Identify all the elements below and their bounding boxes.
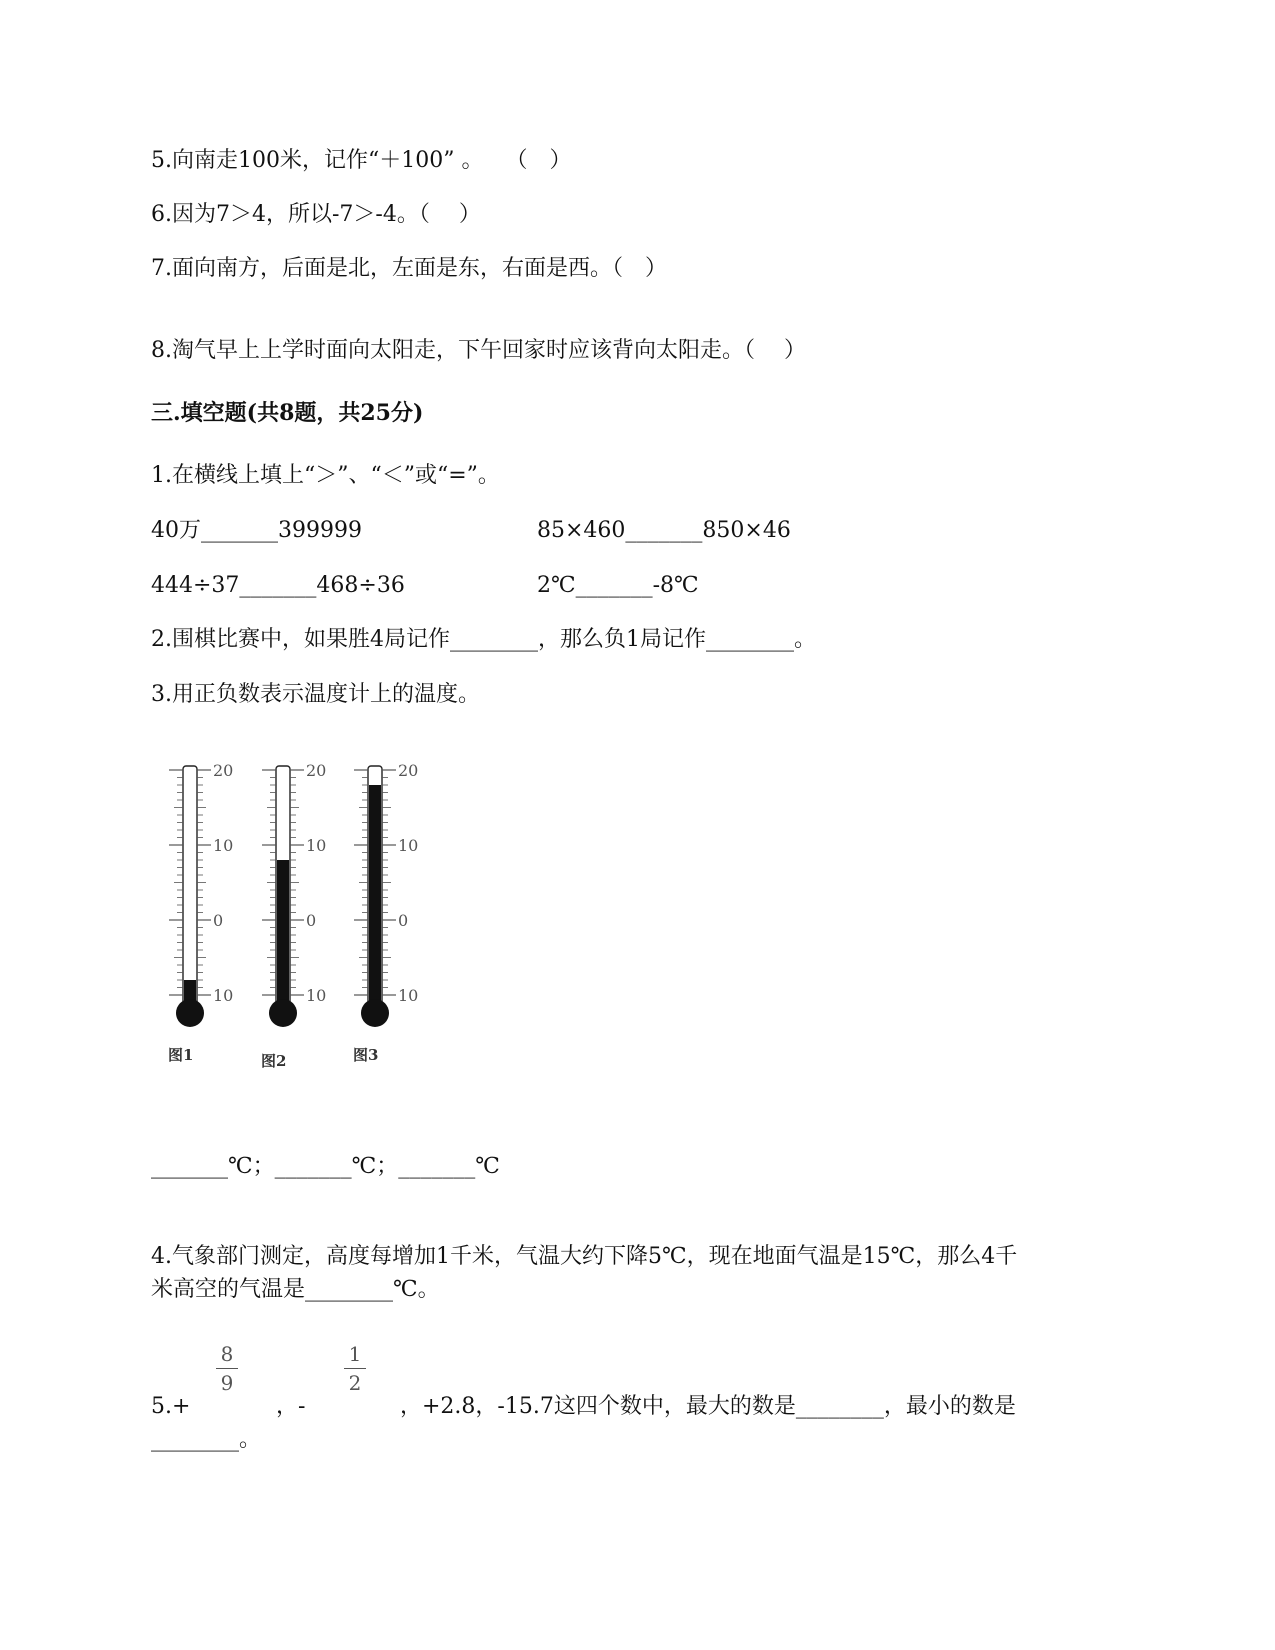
- fill-q1-row1-right: 85×460_______850×46: [537, 518, 791, 543]
- judge-q5: 5.向南走100米，记作“＋100” 。 （ ）: [151, 148, 572, 173]
- fraction-one-half: [340, 1342, 370, 1395]
- fill-q4-line1: 4.气象部门测定，高度每增加1千米，气温大约下降5℃，现在地面气温是15℃，那么4千: [151, 1244, 1018, 1269]
- fill-q2: 2.围棋比赛中，如果胜4局记作________，那么负1局记作________。: [151, 627, 816, 652]
- thermometer-3-bulb: [361, 999, 389, 1027]
- thermometer-2-tick-label: 10: [306, 986, 327, 1005]
- thermometer-1-tick-label: 10: [213, 836, 234, 855]
- fill-q1-row1-left: 40万_______399999: [151, 518, 362, 543]
- thermometer-1-tube: [183, 766, 197, 1005]
- thermometer-3-tick-label: 10: [398, 986, 419, 1005]
- frac2-numerator: 1: [348, 1342, 362, 1366]
- fill-q1-row2-right: 2℃_______-8℃: [537, 573, 699, 598]
- thermometer-1-tick-label: 0: [213, 911, 224, 930]
- frac2-denominator: 2: [348, 1371, 362, 1395]
- thermometer-2-tick-label: 20: [306, 761, 327, 780]
- fill-q3-answer: _______℃；_______℃；_______℃: [151, 1154, 500, 1179]
- thermometer-2-tick-label: 0: [306, 911, 317, 930]
- fill-q5-rest: ，+2.8，-15.7这四个数中，最大的数是________，最小的数是: [400, 1394, 1016, 1419]
- thermometer-3-mercury: [369, 785, 381, 1005]
- judge-q7: 7.面向南方，后面是北，左面是东，右面是西。（ ）: [151, 256, 667, 281]
- fill-q1-prompt: 1.在横线上填上“＞”、“＜”或“=”。: [151, 463, 500, 488]
- judge-q8: 8.淘气早上上学时面向太阳走，下午回家时应该背向太阳走。（ ）: [151, 338, 806, 363]
- thermometer-3-tick-label: 10: [398, 836, 419, 855]
- frac2-bar: [344, 1368, 366, 1369]
- fill-q5-line2: ________。: [151, 1427, 262, 1452]
- fill-q5-sep: ，-: [276, 1394, 306, 1419]
- section-heading: 三.填空题(共8题，共25分): [151, 400, 424, 426]
- thermometer-2-mercury: [277, 860, 289, 1005]
- fill-q1-row2-left: 444÷37_______468÷36: [151, 573, 405, 598]
- thermometer-2-caption: 图2: [261, 1052, 287, 1070]
- frac1-bar: [216, 1368, 238, 1369]
- thermometer-2-tick-label: 10: [306, 836, 327, 855]
- judge-q6: 6.因为7＞4，所以-7＞-4。（ ）: [151, 202, 481, 227]
- frac1-numerator: 8: [220, 1342, 234, 1366]
- thermometer-1-bulb: [176, 999, 204, 1027]
- thermometer-3-caption: 图3: [353, 1046, 379, 1064]
- thermometer-2-bulb: [269, 999, 297, 1027]
- fill-q3-prompt: 3.用正负数表示温度计上的温度。: [151, 682, 480, 707]
- thermometer-1-tick-label: 20: [213, 761, 234, 780]
- frac1-denominator: 9: [220, 1371, 234, 1395]
- fraction-eight-ninths: [212, 1342, 242, 1395]
- fill-q5-prefix: 5.+: [151, 1394, 191, 1419]
- thermometer-figure: [150, 760, 470, 1100]
- thermometer-3-tick-label: 0: [398, 911, 409, 930]
- thermometer-3-tick-label: 20: [398, 761, 419, 780]
- thermometer-1-caption: 图1: [168, 1046, 194, 1064]
- thermometer-1-tick-label: 10: [213, 986, 234, 1005]
- fill-q4-line2: 米高空的气温是________℃。: [151, 1277, 440, 1302]
